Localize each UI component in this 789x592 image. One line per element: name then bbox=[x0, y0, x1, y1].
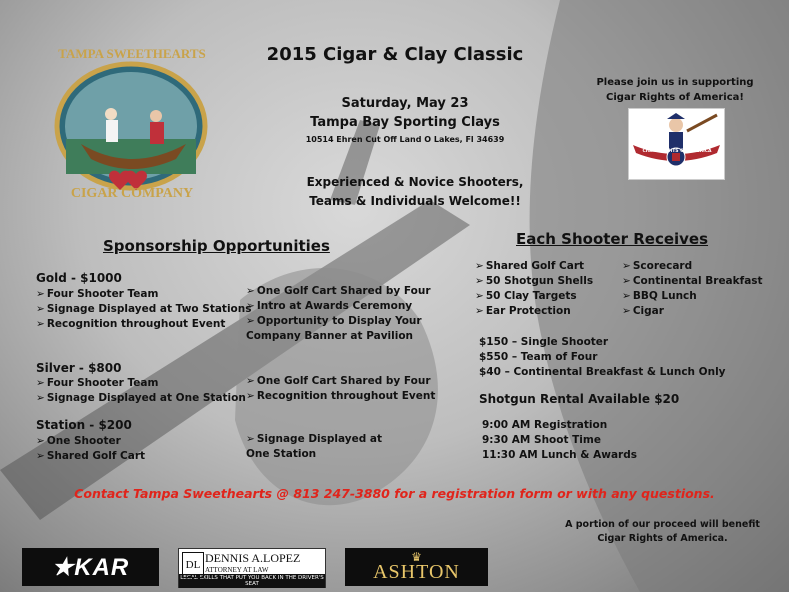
list-item: ➢ 50 Shotgun Shells bbox=[475, 274, 593, 289]
benefit-line-2: Cigar Rights of America. bbox=[597, 533, 728, 544]
list-item: ➢ One Shooter bbox=[36, 434, 145, 449]
welcome-line-1: Experienced & Novice Shooters, bbox=[306, 175, 524, 189]
price-meals: $40 – Continental Breakfast & Lunch Only bbox=[479, 366, 726, 378]
shotgun-rental: Shotgun Rental Available $20 bbox=[479, 392, 680, 406]
price-single: $150 – Single Shooter bbox=[479, 336, 609, 348]
dennis-lopez-logo bbox=[178, 548, 326, 588]
list-item: ➢ Intro at Awards Ceremony bbox=[246, 299, 436, 314]
ashton-name: ASHTON bbox=[373, 560, 460, 583]
price-list bbox=[479, 335, 726, 380]
list-item: ➢ Ear Protection bbox=[475, 304, 593, 319]
list-item: ➢ Four Shooter Team bbox=[36, 287, 252, 302]
silver-left-list bbox=[36, 376, 246, 406]
station-right-list bbox=[246, 432, 406, 462]
list-item: ➢ BBQ Lunch bbox=[622, 289, 763, 304]
list-item: ➢ Signage Displayed at One Station bbox=[246, 432, 406, 462]
dennis-lopez-name: DENNIS A.LOPEZ bbox=[205, 551, 301, 565]
silver-right-list bbox=[246, 374, 435, 404]
shooter-list-col2 bbox=[622, 259, 763, 319]
tampa-sweethearts-logo-bottom-text: CIGAR COMPANY bbox=[70, 186, 194, 201]
schedule-lunch-awards: 11:30 AM Lunch & Awards bbox=[482, 449, 637, 461]
list-item: ➢ Opportunity to Display Your Company Banner at Pavilion bbox=[246, 314, 436, 344]
dennis-lopez-tagline: LEGAL SKILLS THAT PUT YOU BACK IN THE DRIVER'S SEAT bbox=[180, 575, 324, 587]
list-item: ➢ One Golf Cart Shared by Four bbox=[246, 284, 436, 299]
list-item: ➢ Shared Golf Cart bbox=[36, 449, 145, 464]
list-item: ➢ Scorecard bbox=[622, 259, 763, 274]
list-item: ➢ Signage Displayed at One Station bbox=[36, 391, 246, 406]
list-item: ➢ 50 Clay Targets bbox=[475, 289, 593, 304]
silver-level-label: Silver - $800 bbox=[36, 361, 122, 375]
welcome-line-2: Teams & Individuals Welcome!! bbox=[309, 194, 521, 208]
gold-level-label: Gold - $1000 bbox=[36, 271, 122, 285]
ashton-logo bbox=[345, 548, 488, 586]
support-line-2: Cigar Rights of America! bbox=[606, 92, 744, 103]
benefit-line-1: A portion of our proceed will benefit bbox=[565, 519, 760, 530]
ikar-logo: ★KAR bbox=[22, 548, 159, 586]
benefit-note bbox=[555, 518, 770, 546]
welcome-text bbox=[270, 173, 560, 211]
crown-icon: ♛ bbox=[411, 549, 422, 564]
schedule-shoot-time: 9:30 AM Shoot Time bbox=[482, 434, 601, 446]
list-item: ➢ Four Shooter Team bbox=[36, 376, 246, 391]
price-team: $550 – Team of Four bbox=[479, 351, 598, 363]
list-item: ➢ One Golf Cart Shared by Four bbox=[246, 374, 435, 389]
dennis-lopez-title: ATTORNEY AT LAW bbox=[205, 566, 269, 574]
list-item: ➢ Recognition throughout Event bbox=[246, 389, 435, 404]
gold-left-list bbox=[36, 287, 252, 332]
list-item: ➢ Cigar bbox=[622, 304, 763, 319]
tampa-sweethearts-logo-top-text: TAMPA SWEETHEARTS bbox=[58, 46, 206, 61]
event-title: 2015 Cigar & Clay Classic bbox=[266, 44, 524, 65]
cra-logo-text: CIGAR RIGHTS OF AMERICA bbox=[642, 149, 712, 154]
event-date-venue bbox=[260, 94, 550, 132]
cra-emblem-icon bbox=[629, 109, 724, 179]
cigar-rights-of-america-logo bbox=[628, 108, 725, 180]
list-item: ➢ Shared Golf Cart bbox=[475, 259, 593, 274]
station-left-list bbox=[36, 434, 145, 464]
contact-line: Contact Tampa Sweethearts @ 813 247-3880 for a registration form or with any questions. bbox=[74, 486, 715, 501]
gold-right-list bbox=[246, 284, 436, 344]
list-item: ➢ Signage Displayed at Two Stations bbox=[36, 302, 252, 317]
schedule-list bbox=[482, 418, 637, 463]
support-line-1: Please join us in supporting bbox=[596, 77, 754, 88]
event-venue: Tampa Bay Sporting Clays bbox=[310, 115, 500, 130]
shooter-list-col1 bbox=[475, 259, 593, 319]
support-text bbox=[585, 75, 765, 105]
list-item: ➢ Recognition throughout Event bbox=[36, 317, 252, 332]
event-address: 10514 Ehren Cut Off Land O Lakes, Fl 34639 bbox=[305, 135, 505, 144]
sponsorship-heading: Sponsorship Opportunities bbox=[103, 237, 330, 255]
dennis-lopez-monogram: DL bbox=[182, 552, 204, 578]
shooter-heading: Each Shooter Receives bbox=[516, 230, 709, 248]
station-level-label: Station - $200 bbox=[36, 418, 132, 432]
event-date: Saturday, May 23 bbox=[341, 96, 469, 111]
schedule-registration: 9:00 AM Registration bbox=[482, 419, 608, 431]
list-item: ➢ Continental Breakfast bbox=[622, 274, 763, 289]
